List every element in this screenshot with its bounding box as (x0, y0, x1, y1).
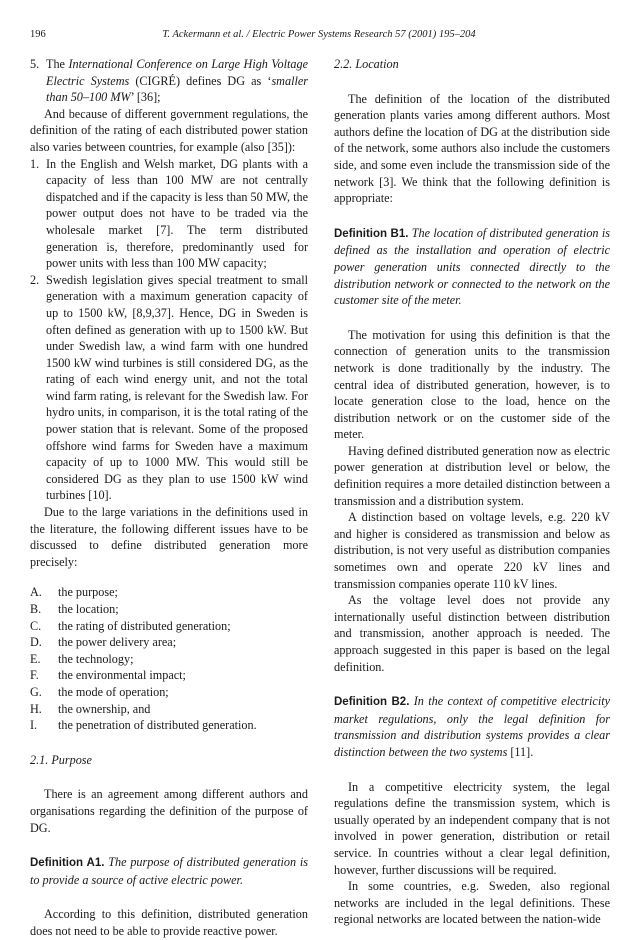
list-item-1 (30, 156, 308, 272)
definition-a1 (30, 854, 308, 888)
paragraph-competitive: In a competitive electricity system, the legal regulations define the transmission system, which is usually operated by an independent company that is not involved in power generation, distribution or retail service. In countries without a clear legal definition, however, further discussions will be required. (334, 779, 610, 877)
definition-text: The purpose of distributed generation is to provide a source of active electric power. (30, 855, 308, 887)
definition-label: Definition B1. (334, 227, 409, 240)
section-heading-purpose: 2.1. Purpose (30, 752, 92, 767)
list-marker: 2. (30, 272, 40, 287)
paragraph-having: Having defined distributed generation now as electric power generation at distribution level or below, the definition requires a more detailed distinction between a transmission and a distribution system. (334, 443, 610, 508)
list-item: F. the environmental impact; (30, 668, 186, 683)
paragraph-sweden: In some countries, e.g. Sweden, also regional networks are included in the legal definitions. These regional networks are located between the nation-wide (334, 879, 610, 927)
paragraph-distinction: A distinction based on voltage levels, e.g. 220 kV and higher is considered as transmission and below as distribution, is not very useful as distribution companies sometimes own and operate 220 kV lines and transmission companies operate 110 kV lines. (334, 510, 610, 591)
definition-text: The location of distributed generation is defined as the installation and operation of electric power generation units connected directly to the distribution network or connected to the network on the customer site of the meter. (334, 225, 610, 308)
citation: [11]. (507, 744, 534, 759)
paragraph-variations: Due to the large variations in the definitions used in the literature, the following different issues have to be discussed to define distributed generation more precisely: (30, 505, 308, 569)
list-item-text: In the English and Welsh market, DG plants with a capacity of less than 100 MW are not centrally dispatched and if the capacity is less than 50 MW, the power output does not have to be traded via the wholesale market [7]. The term distributed generation is, therefore, predominantly used for power units with less than 100 MW capacity; (46, 156, 308, 271)
list-item: A. the purpose; (30, 585, 118, 600)
definition-text: In the context of competitive electricity market regulations, only the legal definition for transmission and distribution systems provides a clear distinction between the two systems (334, 694, 611, 759)
section-heading-location: 2.2. Location (334, 57, 399, 71)
paragraph-agreement: There is an agreement among different authors and organisations regarding the definition of the purpose of DG. (30, 787, 308, 835)
paragraph-regulations: And because of different government regulations, the definition of the rating of each distributed power station also varies between countries, for example (also [35]): (30, 106, 308, 154)
list-item-2 (30, 272, 308, 504)
page-header (30, 29, 608, 45)
running-title: T. Ackermann et al. / Electric Power Systems Research 57 (2001) 195–204 (162, 29, 476, 40)
paragraph-location: The definition of the location of the distributed generation plants varies among different authors. Most authors define the location of DG at the distribution side of the network, some authors also include the customers side, and some even include the transmission side of the network [3]. We think that the following definition is appropriate: (334, 91, 610, 206)
page-number: 196 (30, 29, 46, 40)
list-item: G. the mode of operation; (30, 684, 169, 699)
list-item-text: Swedish legislation gives special treatment to small generation with a maximum generation capacity of up to 1500 kW, [8,9,37]. Hence, DG in Sweden is often defined as generation with up to 1500 kW. But under Swedish law, a wind farm with one hundred 1500 kW wind turbines is still considered DG, as the rating of each wind energy unit, and not the total wind farm rating, is relevant for the Swedish law. For hydro units, in comparison, it is the total rating of the power station that is relevant. Some of the proposed offshore wind farms for Sweden have a maximum capacity of up to 1000 MW. This would still be considered DG as they plan to use 1500 kW wind turbines [10]. (46, 272, 308, 503)
left-column (30, 56, 308, 940)
definition-b1 (334, 225, 610, 309)
definition-label: Definition B2. (334, 696, 410, 709)
list-item: E. the technology; (30, 651, 134, 666)
paragraph-motivation: The motivation for using this definition is that the connection of generation units to the transmission network is done traditionally by the industry. The central idea of distributed generation, however, is to locate generation close to the load, hence on the distribution network or on the customer side of the meter. (334, 327, 610, 442)
definition-b2 (334, 693, 610, 760)
list-marker: 5. (30, 57, 40, 71)
definition-label: Definition A1. (30, 857, 105, 870)
paragraph-according: According to this definition, distributed generation does not need to be able to provide reactive power. (30, 907, 308, 938)
right-column (334, 56, 610, 928)
issues-list (30, 584, 308, 733)
paragraph-voltage: As the voltage level does not provide any internationally useful distinction between distribution and transmission, another approach is needed. The approach suggested in this paper is based on the legal definition. (334, 593, 610, 674)
list-item: D. the power delivery area; (30, 635, 177, 650)
cigre-name: International Conference on Large High Voltage Electric Systems (46, 57, 308, 88)
list-item: I. the penetration of distributed generation. (30, 718, 257, 733)
list-item: B. the location; (30, 602, 119, 616)
list-item: H. the ownership, and (30, 701, 151, 716)
list-item-5: 5. The International Conference on Large High Voltage Electric Systems (CIGRÉ) defines DG as ‘smaller than 50–100 MW’ [36]; (30, 57, 308, 105)
list-marker: 1. (30, 156, 40, 171)
list-item: C. the rating of distributed generation; (30, 618, 231, 633)
dg-quote: smaller than 50–100 MW (46, 73, 308, 105)
